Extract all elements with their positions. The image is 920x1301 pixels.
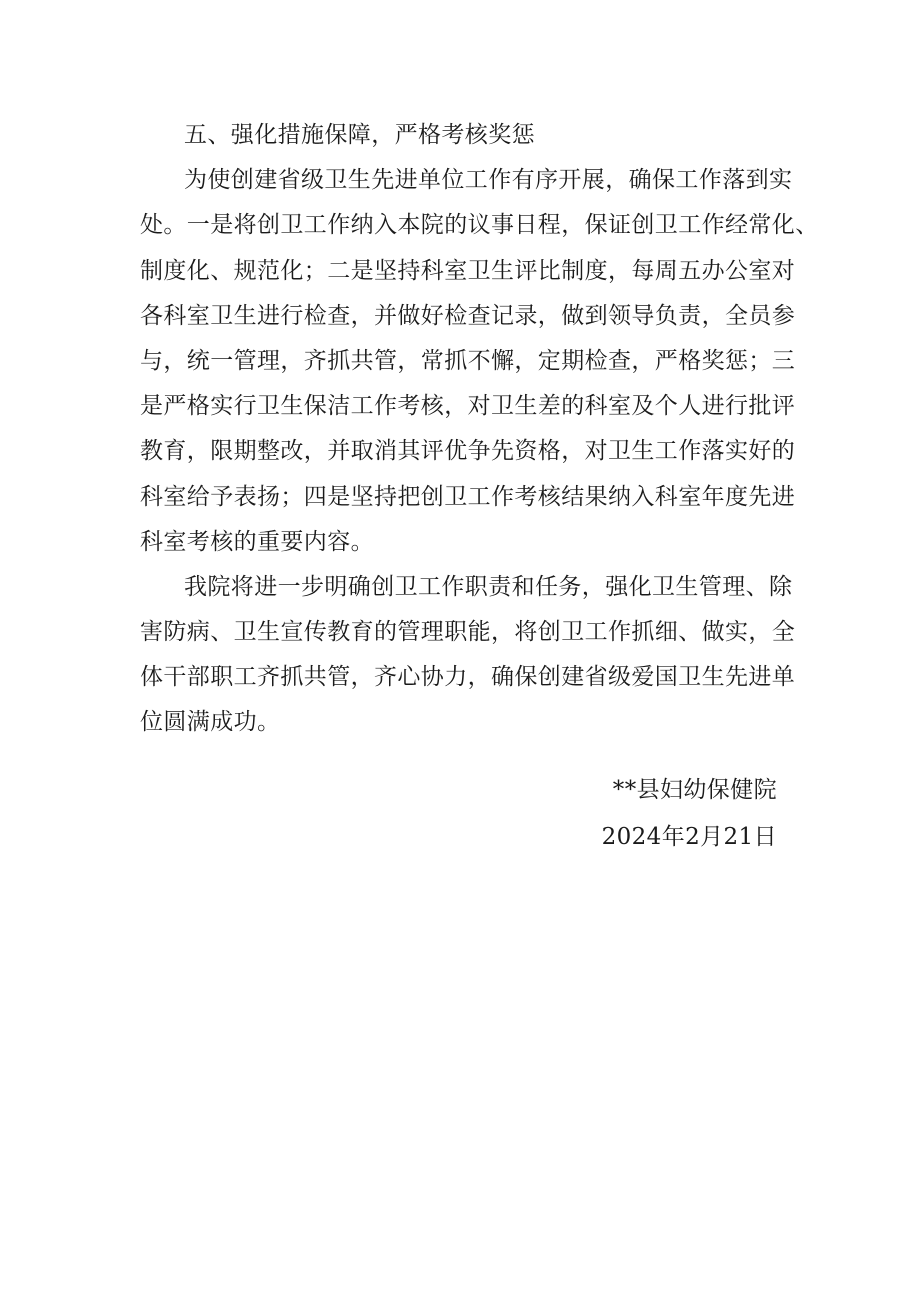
paragraph-line: 是严格实行卫生保洁工作考核，对卫生差的科室及个人进行批评 <box>140 393 796 420</box>
document-body <box>140 113 819 746</box>
paragraph-line: 位圆满成功。 <box>140 709 281 736</box>
paragraph-line: 科室考核的重要内容。 <box>140 528 374 555</box>
paragraph-line: 害防病、卫生宣传教育的管理职能，将创卫工作抓细、做实，全 <box>140 619 796 646</box>
paragraph-1 <box>140 158 819 565</box>
signature-date: 2024年2月21日 <box>601 824 777 850</box>
paragraph-line: 科室给予表扬；四是坚持把创卫工作考核结果纳入科室年度先进 <box>140 483 796 510</box>
section-heading: 五、强化措施保障，严格考核奖惩 <box>184 122 535 148</box>
paragraph-line: 与，统一管理，齐抓共管，常抓不懈，定期检查，严格奖惩；三 <box>140 347 796 374</box>
paragraph-line: 制度化、规范化；二是坚持科室卫生评比制度，每周五办公室对 <box>140 257 796 284</box>
paragraph-line: 各科室卫生进行检查，并做好检查记录，做到领导负责，全员参 <box>140 302 796 329</box>
paragraph-line: 处。一是将创卫工作纳入本院的议事日程，保证创卫工作经常化、 <box>140 212 819 239</box>
paragraph-line: 我院将进一步明确创卫工作职责和任务，强化卫生管理、除 <box>184 573 793 600</box>
paragraph-line: 教育，限期整改，并取消其评优争先资格，对卫生工作落实好的 <box>140 438 796 465</box>
signature-block <box>602 767 777 861</box>
signature-organization: **县妇幼保健院 <box>612 777 777 803</box>
paragraph-line: 体干部职工齐抓共管，齐心协力，确保创建省级爱国卫生先进单 <box>140 664 796 691</box>
paragraph-2 <box>140 565 795 746</box>
paragraph-line: 为使创建省级卫生先进单位工作有序开展，确保工作落到实 <box>184 167 793 194</box>
